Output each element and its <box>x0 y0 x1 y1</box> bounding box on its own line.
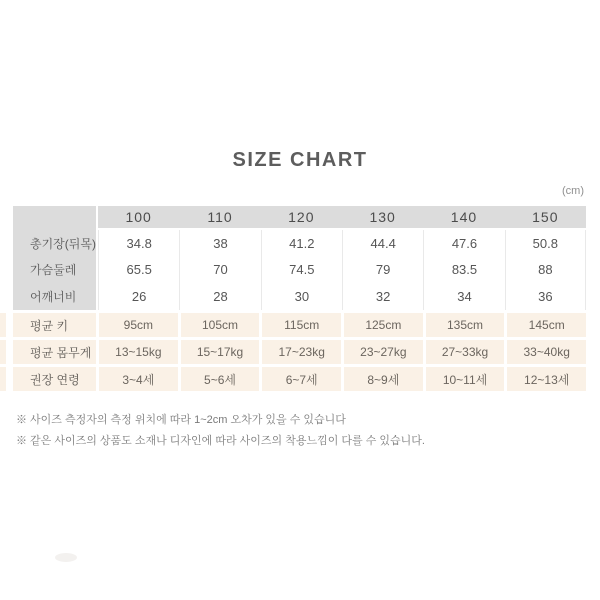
table-cell: 88 <box>505 257 586 284</box>
table-cell: 47.6 <box>423 230 504 257</box>
table-cell: 28 <box>179 283 260 310</box>
table-cell: 79 <box>342 257 423 284</box>
table-cell: 145cm <box>507 313 586 337</box>
faint-artifact <box>55 553 77 562</box>
table-cell: 38 <box>179 230 260 257</box>
edge-row-fragment <box>0 340 6 364</box>
table-cell: 12~13세 <box>507 367 586 391</box>
table-cell: 50.8 <box>505 230 586 257</box>
footnote: ※ 사이즈 측정자의 측정 위치에 따라 1~2cm 오차가 있을 수 있습니다 <box>16 414 346 426</box>
info-rows <box>13 313 586 394</box>
table-row <box>13 313 586 337</box>
table-cell: 36 <box>505 283 586 310</box>
table-cell: 70 <box>179 257 260 284</box>
table-cell: 8~9세 <box>344 367 423 391</box>
row-label: 가슴둘레 <box>30 263 77 278</box>
edge-row-fragment <box>0 313 6 337</box>
table-cell: 17~23kg <box>262 340 341 364</box>
table-cell: 27~33kg <box>426 340 505 364</box>
table-cell: 23~27kg <box>344 340 423 364</box>
table-cell: 65.5 <box>98 257 179 284</box>
table-row <box>13 367 586 391</box>
footnotes <box>16 410 425 452</box>
table-cell: 6~7세 <box>262 367 341 391</box>
table-cell: 44.4 <box>342 230 423 257</box>
row-label: 평균 몸무게 <box>13 340 96 364</box>
table-cell: 15~17kg <box>181 340 260 364</box>
table-row <box>13 340 586 364</box>
size-table <box>13 206 586 391</box>
table-cell: 13~15kg <box>99 340 178 364</box>
column-header: 130 <box>369 209 396 225</box>
page-title: SIZE CHART <box>232 149 368 171</box>
measurement-grid <box>98 230 586 310</box>
table-cell: 32 <box>342 283 423 310</box>
table-cell: 135cm <box>426 313 505 337</box>
table-cell: 83.5 <box>423 257 504 284</box>
table-cell: 26 <box>98 283 179 310</box>
table-cell: 33~40kg <box>507 340 586 364</box>
column-header-row <box>98 206 586 228</box>
unit-label: (cm) <box>562 185 584 197</box>
row-label: 권장 연령 <box>13 367 96 391</box>
row-label: 총기장(뒤목) <box>30 236 96 251</box>
column-header: 120 <box>288 209 315 225</box>
column-header: 100 <box>125 209 152 225</box>
table-cell: 74.5 <box>261 257 342 284</box>
row-label: 평균 키 <box>13 313 96 337</box>
table-cell: 125cm <box>344 313 423 337</box>
column-header: 110 <box>207 209 233 225</box>
table-cell: 3~4세 <box>99 367 178 391</box>
table-cell: 34 <box>423 283 504 310</box>
table-cell: 30 <box>261 283 342 310</box>
table-cell: 5~6세 <box>181 367 260 391</box>
table-cell: 115cm <box>262 313 341 337</box>
column-header: 140 <box>450 209 478 225</box>
footnote: ※ 같은 사이즈의 상품도 소재나 디자인에 따라 사이즈의 착용느낌이 다를 수 있습니다. <box>16 435 425 447</box>
row-label: 어깨너비 <box>30 290 77 305</box>
table-cell: 95cm <box>99 313 178 337</box>
row-label-column <box>13 206 96 310</box>
edge-row-fragment <box>0 367 6 391</box>
table-cell: 10~11세 <box>426 367 505 391</box>
column-header: 150 <box>532 209 559 225</box>
table-cell: 34.8 <box>98 230 179 257</box>
table-cell: 41.2 <box>261 230 342 257</box>
table-cell: 105cm <box>181 313 260 337</box>
